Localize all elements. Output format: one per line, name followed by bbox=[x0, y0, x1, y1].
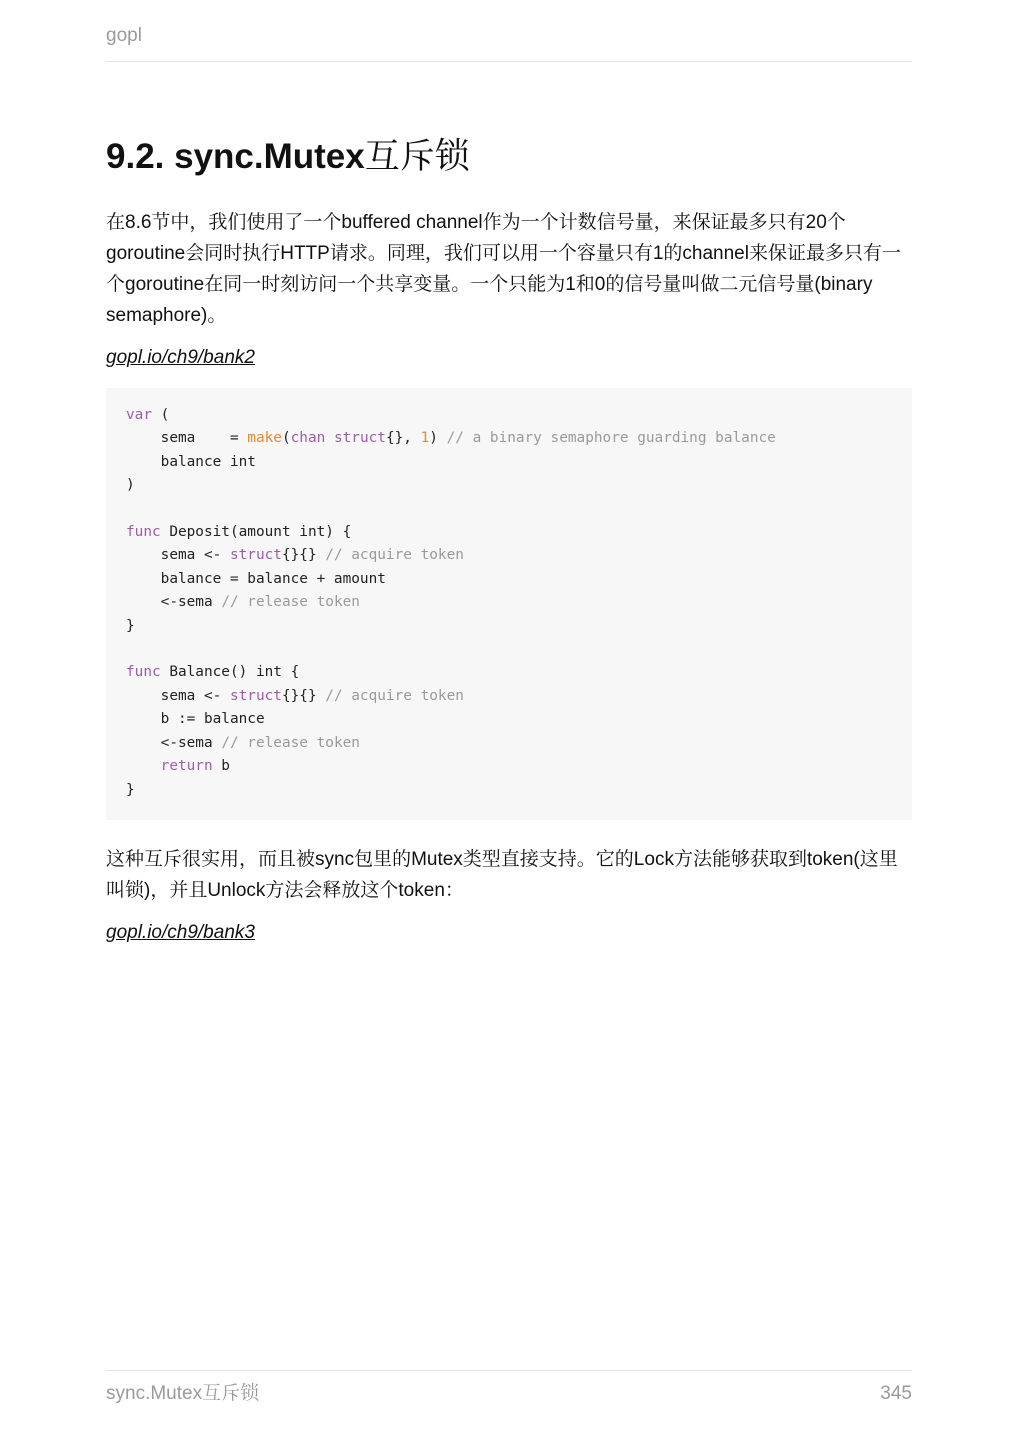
code-token: // a binary semaphore guarding balance bbox=[446, 430, 776, 447]
code-token: ( bbox=[281, 430, 291, 447]
code-source-link-bank2[interactable]: gopl.io/ch9/bank2 bbox=[106, 347, 255, 368]
code-token: ( bbox=[152, 407, 170, 423]
code-token: // acquire token bbox=[325, 687, 464, 704]
code-token: ) bbox=[126, 477, 135, 494]
code-line bbox=[126, 404, 892, 427]
code-token: {}{} bbox=[281, 687, 326, 704]
code-token: Balance() int { bbox=[160, 664, 300, 681]
code-token: struct bbox=[229, 547, 282, 564]
footer-chapter-title: sync.Mutex互斥锁 bbox=[106, 1383, 260, 1404]
page-number: 345 bbox=[880, 1383, 912, 1404]
code-token: Deposit(amount int) { bbox=[160, 524, 352, 541]
code-token: sema <- bbox=[126, 687, 230, 704]
code-line bbox=[126, 638, 892, 661]
code-token bbox=[325, 430, 334, 446]
page-header bbox=[106, 24, 912, 62]
code-line bbox=[126, 521, 892, 544]
code-line bbox=[126, 779, 892, 802]
code-token: <-sema bbox=[126, 594, 222, 611]
code-token: var bbox=[126, 407, 152, 423]
code-token: // release token bbox=[221, 734, 360, 751]
code-token: 1 bbox=[420, 430, 430, 447]
code-token: balance = balance + amount bbox=[126, 570, 386, 587]
code-token: func bbox=[126, 664, 161, 681]
code-line bbox=[126, 615, 892, 638]
code-token: struct bbox=[333, 430, 386, 447]
code-token: // acquire token bbox=[325, 547, 464, 564]
page-content bbox=[106, 134, 912, 945]
code-line bbox=[126, 498, 892, 521]
code-token bbox=[126, 758, 161, 774]
code-line bbox=[126, 427, 892, 450]
section-heading-cjk: 互斥锁 bbox=[364, 137, 470, 177]
code-line bbox=[126, 732, 892, 755]
mutex-paragraph: 这种互斥很实用，而且被sync包里的Mutex类型直接支持。它的Lock方法能够获取到token(这里叫锁)，并且Unlock方法会释放这个token： bbox=[106, 848, 898, 901]
code-token: sema <- bbox=[126, 547, 230, 564]
code-token: ) bbox=[429, 430, 447, 447]
code-token: } bbox=[126, 781, 135, 798]
code-block bbox=[106, 388, 912, 820]
code-line bbox=[126, 708, 892, 731]
code-line bbox=[126, 755, 892, 778]
page-footer bbox=[106, 1370, 912, 1406]
code-token: struct bbox=[229, 687, 282, 704]
code-line bbox=[126, 568, 892, 591]
code-token: make bbox=[247, 430, 282, 447]
section-heading-latin: 9.2. sync.Mutex bbox=[106, 137, 365, 176]
code-line bbox=[126, 544, 892, 567]
book-title: gopl bbox=[106, 25, 142, 46]
intro-paragraph: 在8.6节中，我们使用了一个buffered channel作为一个计数信号量，来保证最多只有20个goroutine会同时执行HTTP请求。同理，我们可以用一个容量只有1的channel来保证最多只有一个goroutine在同一时刻访问一个共享变量。一个只能为1和0的信号量叫做二元信号量(binary semaphore)。 bbox=[106, 212, 901, 326]
code-line bbox=[126, 451, 892, 474]
code-token: chan bbox=[290, 430, 326, 447]
code-token: balance int bbox=[126, 453, 256, 470]
code-token: {}, bbox=[385, 430, 421, 447]
code-source-link-bank3[interactable]: gopl.io/ch9/bank3 bbox=[106, 921, 255, 943]
code-token: {}{} bbox=[281, 547, 326, 564]
code-token: sema = bbox=[126, 430, 248, 447]
code-token: } bbox=[126, 617, 135, 634]
code-token: b bbox=[212, 758, 230, 775]
code-line bbox=[126, 661, 892, 684]
code-token: <-sema bbox=[126, 734, 222, 751]
code-line bbox=[126, 591, 892, 614]
code-line bbox=[126, 474, 892, 497]
code-line bbox=[126, 685, 892, 708]
code-token: func bbox=[126, 524, 161, 541]
code-token: return bbox=[160, 758, 213, 775]
code-token: // release token bbox=[221, 594, 360, 611]
section-heading bbox=[106, 134, 912, 180]
code-token: b := balance bbox=[126, 711, 265, 728]
